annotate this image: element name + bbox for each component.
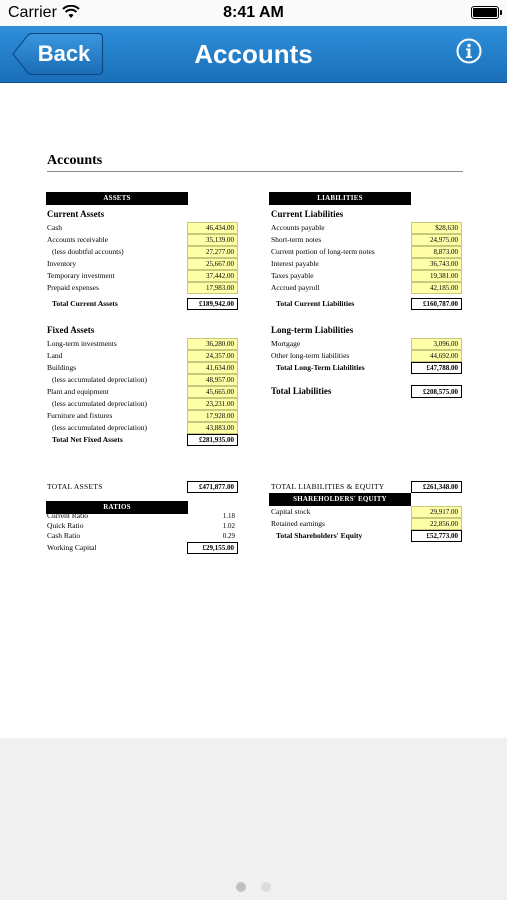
value-cell[interactable]: 24,975.00: [411, 234, 462, 246]
table-row: [271, 282, 462, 294]
value-cell[interactable]: 23,231.00: [187, 398, 238, 410]
total-current-liabilities-row: [271, 298, 462, 310]
row-label: Cash Ratio: [47, 531, 81, 540]
row-label: Working Capital: [47, 543, 97, 552]
row-label: Plant and equipment: [47, 387, 109, 396]
value-cell[interactable]: 42,185.00: [411, 282, 462, 294]
row-label: Temporary investment: [47, 271, 115, 280]
value-cell[interactable]: 24,357.00: [187, 350, 238, 362]
table-row: [47, 511, 238, 521]
value-cell[interactable]: 44,692.00: [411, 350, 462, 362]
total-cell: £208,575.00: [411, 385, 462, 398]
row-label: Total Net Fixed Assets: [52, 435, 123, 444]
table-row: [47, 246, 238, 258]
total-cell: £261,348.00: [411, 481, 462, 493]
page-dot-active[interactable]: [236, 882, 246, 892]
row-label: TOTAL ASSETS: [47, 482, 103, 491]
row-label: Total Long-Term Liabilities: [276, 363, 365, 372]
table-row: [47, 422, 238, 434]
value-cell: 0.29: [222, 532, 235, 540]
table-row: [47, 270, 238, 282]
row-label: Furniture and fixtures: [47, 411, 113, 420]
table-row: [47, 531, 238, 541]
table-row: [47, 398, 238, 410]
total-long-term-liabilities-row: [271, 362, 462, 374]
row-label: Other long-term liabilities: [271, 351, 350, 360]
content-area: [0, 84, 507, 738]
row-label: Interest payable: [271, 259, 319, 268]
row-label: Total Liabilities: [271, 386, 332, 396]
carrier-label: Carrier: [8, 4, 57, 21]
sheet-title: Accounts: [47, 153, 103, 168]
total-cell: £471,877.00: [187, 481, 238, 493]
row-label: Land: [47, 351, 63, 360]
row-label: Taxes payable: [271, 271, 314, 280]
working-capital-cell: £29,155.00: [187, 542, 238, 554]
table-row: [47, 386, 238, 398]
table-row: [47, 521, 238, 531]
value-cell[interactable]: 8,873.00: [411, 246, 462, 258]
total-assets-row: [47, 481, 238, 493]
value-cell[interactable]: 19,381.00: [411, 270, 462, 282]
table-row: [271, 258, 462, 270]
value-cell[interactable]: 25,667.00: [187, 258, 238, 270]
table-row: [47, 350, 238, 362]
page-dot[interactable]: [261, 882, 271, 892]
total-current-assets-row: [47, 298, 238, 310]
table-row: [271, 350, 462, 362]
page-control[interactable]: [0, 877, 507, 896]
accounts-sheet: [0, 84, 507, 738]
page-title: Accounts: [194, 39, 313, 69]
value-cell: 1.02: [222, 522, 235, 530]
table-row: [47, 338, 238, 350]
row-label: Short-term notes: [271, 235, 322, 244]
current-liabilities-title: Current Liabilities: [271, 209, 344, 219]
row-label: Accounts receivable: [47, 235, 109, 244]
total-fixed-assets-row: [47, 434, 238, 446]
value-cell[interactable]: 48,957.00: [187, 374, 238, 386]
row-label: Current portion of long-term notes: [271, 247, 375, 256]
row-label: Capital stock: [271, 507, 311, 516]
row-label: (less accumulated depreciation): [52, 375, 147, 384]
value-cell[interactable]: 41,634.00: [187, 362, 238, 374]
value-cell[interactable]: 17,928.00: [187, 410, 238, 422]
value-cell[interactable]: 3,096.00: [411, 338, 462, 350]
table-row: [47, 542, 238, 554]
row-label: (less accumulated depreciation): [52, 423, 147, 432]
fixed-assets-title: Fixed Assets: [47, 325, 95, 335]
table-row: [47, 234, 238, 246]
table-row: [47, 374, 238, 386]
row-label: (less accumulated depreciation): [52, 399, 147, 408]
row-label: TOTAL LIABILITIES & EQUITY: [271, 482, 385, 491]
table-row: [271, 506, 462, 518]
shareholders-equity-header: SHAREHOLDERS' EQUITY: [269, 493, 411, 506]
row-label: Accounts payable: [271, 223, 325, 232]
value-cell[interactable]: 22,856.00: [411, 518, 462, 530]
value-cell[interactable]: 45,665.00: [187, 386, 238, 398]
table-row: [47, 410, 238, 422]
row-label: Cash: [47, 223, 62, 232]
value-cell[interactable]: 43,883.00: [187, 422, 238, 434]
battery-icon: [471, 6, 499, 19]
value-cell[interactable]: 17,983.00: [187, 282, 238, 294]
info-icon[interactable]: [456, 38, 482, 64]
assets-header: ASSETS: [46, 192, 188, 205]
total-liabilities-row: [271, 385, 462, 398]
row-label: Total Current Assets: [52, 299, 118, 308]
value-cell[interactable]: $28,630: [411, 222, 462, 234]
row-label: Inventory: [47, 259, 77, 268]
ratios-header: RATIOS: [46, 501, 188, 514]
row-label: Total Shareholders' Equity: [276, 531, 363, 540]
navigation-bar: [0, 26, 507, 83]
clock: 8:41 AM: [223, 4, 284, 21]
value-cell[interactable]: 35,139.00: [187, 234, 238, 246]
row-label: Current Ratio: [47, 511, 89, 520]
current-assets-title: Current Assets: [47, 209, 105, 219]
table-row: [271, 222, 462, 234]
total-equity-row: [271, 530, 462, 542]
total-liabilities-equity-row: [271, 481, 462, 493]
table-row: [271, 270, 462, 282]
total-cell: £189,942.00: [187, 298, 238, 310]
table-row: [47, 362, 238, 374]
table-row: [271, 246, 462, 258]
long-term-liabilities-title: Long-term Liabilities: [271, 325, 354, 335]
row-label: Mortgage: [271, 339, 301, 348]
status-bar: [0, 0, 507, 26]
total-cell: £281,935.00: [187, 434, 238, 446]
row-label: Total Current Liabilities: [276, 299, 355, 308]
table-row: [271, 518, 462, 530]
page-footer: [0, 738, 507, 900]
value-cell[interactable]: 36,743.00: [411, 258, 462, 270]
title-divider: [47, 171, 463, 172]
row-label: (less doubtful accounts): [52, 247, 124, 256]
row-label: Long-term investments: [47, 339, 117, 348]
row-label: Buildings: [47, 363, 77, 372]
value-cell: 1.18: [222, 512, 235, 520]
value-cell[interactable]: 36,280.00: [187, 338, 238, 350]
total-cell: £52,773.00: [411, 530, 462, 542]
back-button[interactable]: [12, 33, 102, 75]
table-row: [47, 258, 238, 270]
table-row: [47, 222, 238, 234]
row-label: Quick Ratio: [47, 521, 84, 530]
back-button-label: Back: [37, 41, 91, 66]
value-cell[interactable]: 37,442.00: [187, 270, 238, 282]
table-row: [271, 234, 462, 246]
total-cell: £47,788.00: [411, 362, 462, 374]
value-cell[interactable]: 29,917.00: [411, 506, 462, 518]
total-cell: £160,787.00: [411, 298, 462, 310]
table-row: [271, 338, 462, 350]
table-row: [47, 282, 238, 294]
value-cell[interactable]: 46,434.00: [187, 222, 238, 234]
row-label: Prepaid expenses: [47, 283, 99, 292]
value-cell[interactable]: 27,277.00: [187, 246, 238, 258]
row-label: Retained earnings: [271, 519, 325, 528]
row-label: Accrued payroll: [271, 283, 320, 292]
liabilities-header: LIABILITIES: [269, 192, 411, 205]
